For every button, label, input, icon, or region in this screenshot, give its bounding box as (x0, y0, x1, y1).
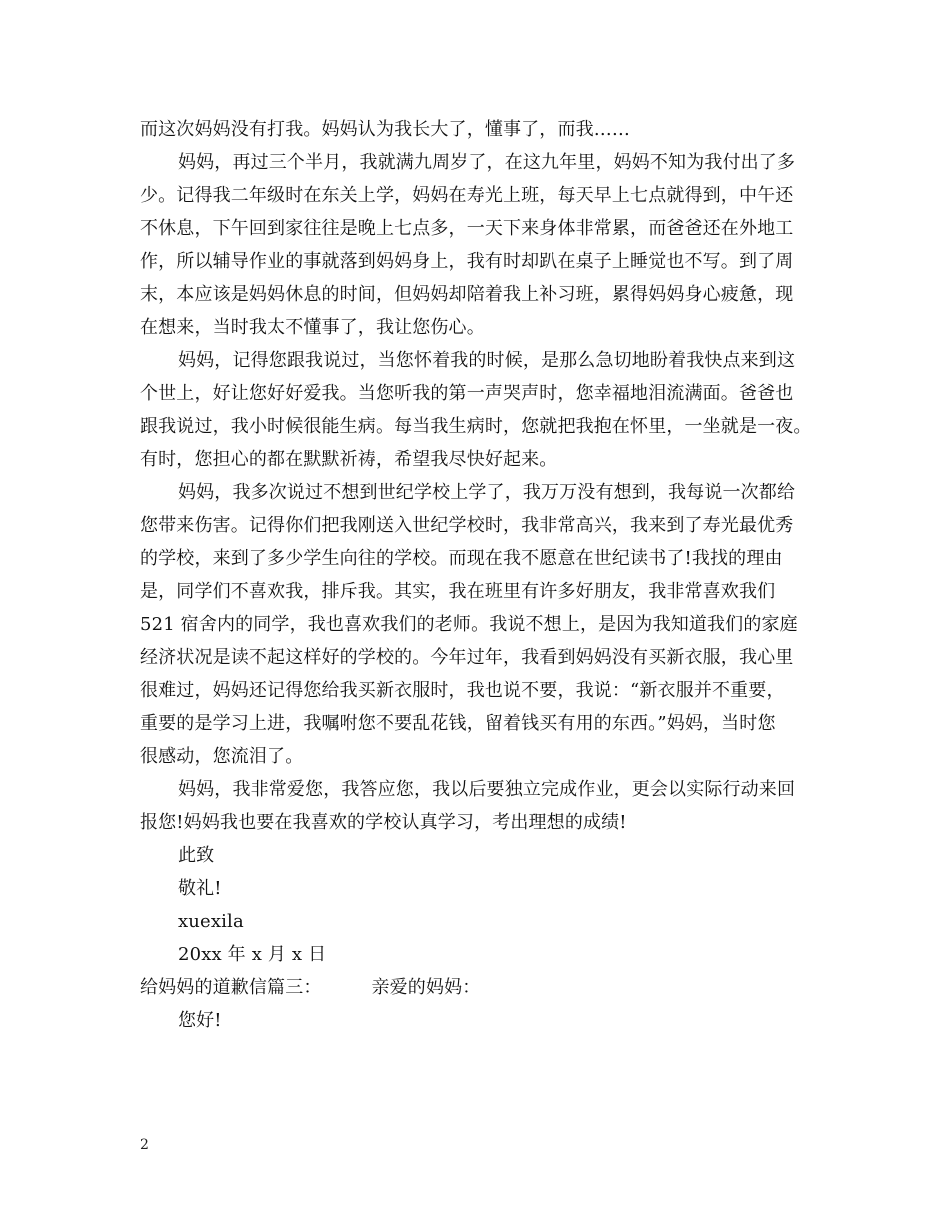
text-line: 您带来伤害。记得你们把我刚送入世纪学校时，我非常高兴，我来到了寿光最优秀 (140, 515, 794, 536)
text-line: 末，本应该是妈妈休息的时间，但妈妈却陪着我上补习班，累得妈妈身心疲惫，现 (140, 284, 794, 305)
letter-date: 20xx 年 x 月 x 日 (178, 944, 327, 965)
paragraph-start: 妈妈，我非常爱您，我答应您，我以后要独立完成作业，更会以实际行动来回 (178, 779, 796, 800)
paragraph-start: 妈妈，记得您跟我说过，当您怀着我的时候，是那么急切地盼着我快点来到这 (178, 350, 796, 371)
closing-salutation: 此致 (178, 845, 215, 866)
text-line: 很难过，妈妈还记得您给我买新衣服时，我也说不要，我说：“新衣服并不重要， (140, 680, 785, 701)
text-line: 作，所以辅导作业的事就落到妈妈身上，我有时却趴在桌子上睡觉也不写。到了周 (140, 251, 794, 272)
text-line: 是，同学们不喜欢我，排斥我。其实，我在班里有许多好朋友，我非常喜欢我们 (140, 581, 776, 602)
next-letter-heading (140, 976, 830, 1000)
greeting-line: 您好! (178, 1010, 222, 1031)
paragraph-start: 妈妈，再过三个半月，我就满九周岁了，在这九年里，妈妈不知为我付出了多 (178, 152, 796, 173)
text-line: 有时，您担心的都在默默祈祷，希望我尽快好起来。 (140, 449, 558, 470)
page-number: 2 (140, 1137, 149, 1153)
text-line: 不休息，下午回到家往往是晚上七点多，一天下来身体非常累，而爸爸还在外地工 (140, 218, 794, 239)
text-line: 重要的是学习上进，我嘱咐您不要乱花钱，留着钱买有用的东西。”妈妈，当时您 (140, 713, 776, 734)
text-line: 少。记得我二年级时在东关上学，妈妈在寿光上班，每天早上七点就得到，中午还 (140, 185, 794, 206)
text-line: 521 宿舍内的同学，我也喜欢我们的老师。我说不想上，是因为我知道我们的家庭 (140, 614, 798, 635)
text-line: 很感动，您流泪了。 (140, 746, 304, 767)
text-line: 跟我说过，我小时候很能生病。每当我生病时，您就把我抱在怀里，一坐就是一夜。 (140, 416, 812, 437)
text-line: 个世上，好让您好好爱我。当您听我的第一声哭声时，您幸福地泪流满面。爸爸也 (140, 383, 794, 404)
text-line: 在想来，当时我太不懂事了，我让您伤心。 (140, 317, 485, 338)
text-line: 报您!妈妈我也要在我喜欢的学校认真学习，考出理想的成绩! (140, 812, 627, 833)
paragraph-start: 妈妈，我多次说过不想到世纪学校上学了，我万万没有想到，我每说一次都给 (178, 482, 796, 503)
text-line: 经济状况是读不起这样好的学校的。今年过年，我看到妈妈没有买新衣服，我心里 (140, 647, 794, 668)
text-line: 而这次妈妈没有打我。妈妈认为我长大了，懂事了，而我…… (140, 119, 631, 140)
signature-name: xuexila (178, 911, 244, 932)
closing-regards: 敬礼! (178, 878, 222, 899)
text-line: 的学校，来到了多少学生向往的学校。而现在我不愿意在世纪读书了!我找的理由 (140, 548, 783, 569)
letter-greeting: 亲爱的妈妈： (371, 977, 481, 998)
section-title: 给妈妈的道歉信篇三： (140, 977, 322, 998)
